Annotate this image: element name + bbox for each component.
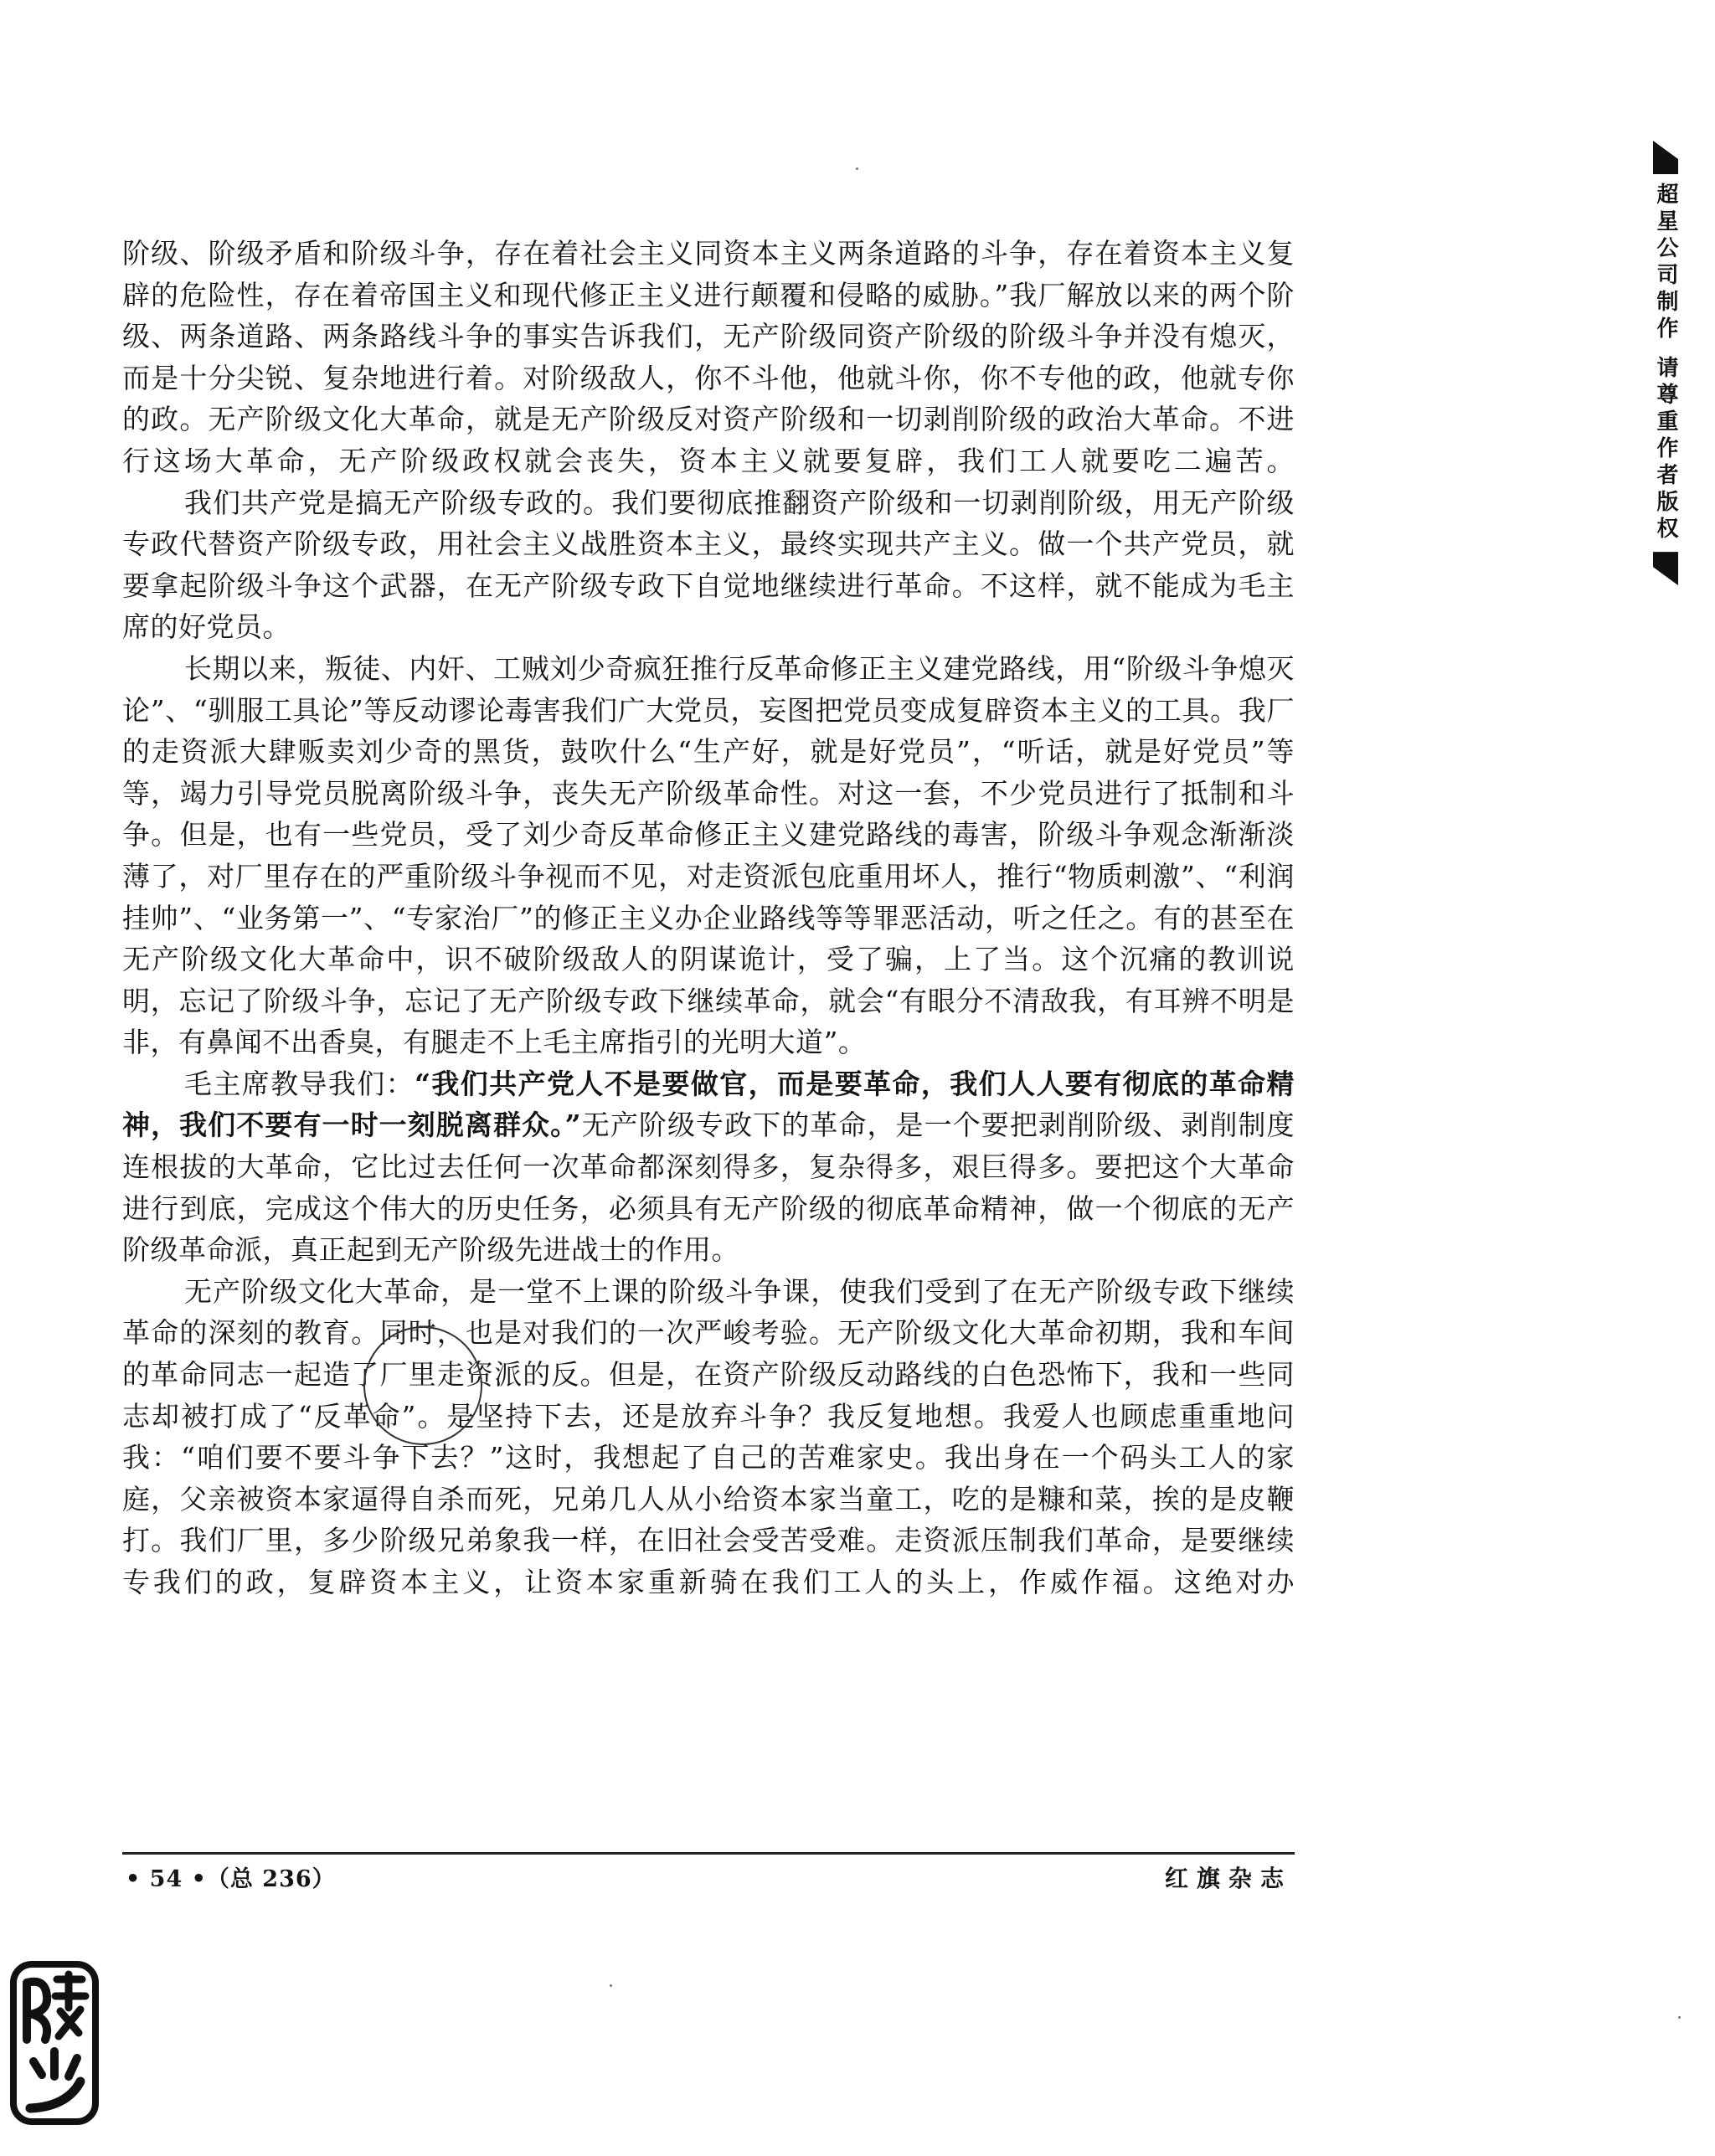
journal-name: 红旗杂志 (1164, 1865, 1292, 1892)
paragraph-5: 无产阶级文化大革命，是一堂不上课的阶级斗争课，使我们受到了在无产阶级专政下继续革命的深刻的教育。同时，也是对我们的一次严峻考验。无产阶级文化大革命初期，我和车间的革命同志一起造了厂里走资派的反。但是，在资产阶级反动路线的白色恐怖下，我和一些同志却被打成了“反革命”。是坚持下去，还是放弃斗争？我反复地想。我爱人也顾虑重重地问我：“咱们要不要斗争下去？”这时，我想起了自己的苦难家史。我出身在一个码头工人的家庭，父亲被资本家逼得自杀而死，兄弟几人从小给资本家当童工，吃的是糠和菜，挨的是皮鞭打。我们厂里，多少阶级兄弟象我一样，在旧社会受苦受难。走资派压制我们革命，是要继续专我们的政，复辟资本主义，让资本家重新骑在我们工人的头上，作威作福。这绝对办 (122, 1274, 1295, 1598)
page-number: • 54 •（总 236） (126, 1866, 336, 1892)
scan-speck (610, 1984, 612, 1987)
mao-quote: “我们共产党人不是要做官，而是要革命，我们人人要有彻底的革命精神，我们不要有一时一刻脱离群众。” (122, 1067, 1295, 1142)
notice-bar-top (1653, 141, 1678, 174)
footer-rule (122, 1852, 1295, 1855)
paragraph-3: 长期以来，叛徒、内奸、工贼刘少奇疯狂推行反革命修正主义建党路线，用“阶级斗争熄灭论”、“驯服工具论”等反动谬论毒害我们广大党员，妄图把党员变成复辟资本主义的工具。我厂的走资派大肆贩卖刘少奇的黑货，鼓吹什么“生产好，就是好党员”，“听话，就是好党员”等等，竭力引导党员脱离阶级斗争，丧失无产阶级革命性。对这一套，不少党员进行了抵制和斗争。但是，也有一些党员，受了刘少奇反革命修正主义建党路线的毒害，阶级斗争观念渐渐淡薄了，对厂里存在的严重阶级斗争视而不见，对走资派包庇重用坏人，推行“物质刺激”、“利润挂帅”、“业务第一”、“专家治厂”的修正主义办企业路线等等罪恶活动，听之任之。有的甚至在无产阶级文化大革命中，识不破阶级敌人的阴谋诡计，受了骗，上了当。这个沉痛的教训说明，忘记了阶级斗争，忘记了无产阶级专政下继续革命，就会“有眼分不清敌我，有耳辨不明是非，有鼻闻不出香臭，有腿走不上毛主席指引的光明大道”。 (122, 651, 1295, 1059)
ink-circle-mark (363, 1326, 482, 1445)
paragraph-2: 我们共产党是搞无产阶级专政的。我们要彻底推翻资产阶级和一切剥削阶级，用无产阶级专政代替资产阶级专政，用社会主义战胜资本主义，最终实现共产主义。做一个共产党员，就要拿起阶级斗争这个武器，在无产阶级专政下自觉地继续进行革命。不这样，就不能成为毛主席的好党员。 (122, 486, 1295, 644)
article-body (122, 233, 1295, 1603)
paragraph-1: 阶级、阶级矛盾和阶级斗争，存在着社会主义同资本主义两条道路的斗争，存在着资本主义复辟的危险性，存在着帝国主义和现代修正主义进行颠覆和侵略的威胁。”我厂解放以来的两个阶级、两条道路、两条路线斗争的事实告诉我们，无产阶级同资产阶级的阶级斗争并没有熄灭，而是十分尖锐、复杂地进行着。对阶级敌人，你不斗他，他就斗你，你不专他的政，他就专你的政。无产阶级文化大革命，就是无产阶级反对资产阶级和一切剥削阶级的政治大革命。不进行这场大革命，无产阶级政权就会丧失，资本主义就要复辟，我们工人就要吃二遍苦。 (122, 237, 1295, 477)
paragraph-4 (122, 1063, 1295, 1271)
seal-logo (8, 1959, 100, 2127)
copyright-notice-text: 超星公司制作 请尊重作者版权 (1653, 183, 1678, 544)
notice-bar-bottom (1653, 552, 1678, 585)
quote-lead: 毛主席教导我们： (184, 1067, 415, 1100)
quote-rest: 无产阶级专政下的革命，是一个要把剥削阶级、剥削制度连根拔的大革命，它比过去任何一次革命都深刻得多，复杂得多，艰巨得多。要把这个大革命进行到底，完成这个伟大的历史任务，必须具有无产阶级的彻底革命精神，做一个彻底的无产阶级革命派，真正起到无产阶级先进战士的作用。 (122, 1109, 1295, 1267)
scan-speck (1678, 2016, 1681, 2019)
copyright-notice (1651, 141, 1680, 585)
scan-speck (856, 167, 858, 170)
